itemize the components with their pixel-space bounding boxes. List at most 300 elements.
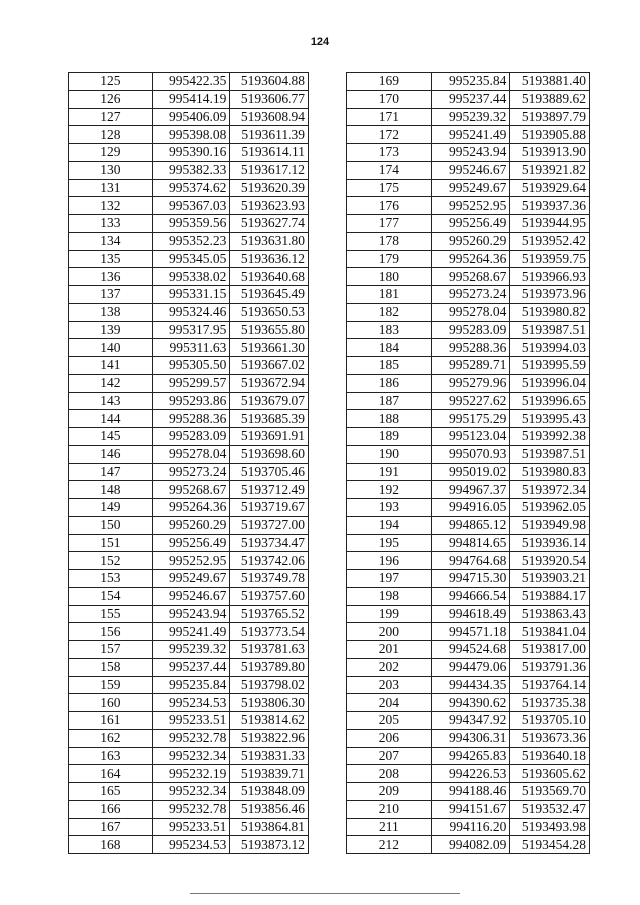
table-row	[347, 729, 590, 747]
x-coordinate-cell: 995278.04	[431, 303, 510, 321]
table-row	[347, 303, 590, 321]
x-coordinate-cell: 994715.30	[431, 570, 510, 588]
table-row	[69, 552, 309, 570]
table-row	[69, 818, 309, 836]
x-coordinate-cell: 995338.02	[152, 268, 230, 286]
y-coordinate-cell: 5193604.88	[230, 73, 309, 91]
coordinates-table-left	[68, 72, 309, 854]
y-coordinate-cell: 5193749.78	[230, 570, 309, 588]
table-row	[347, 747, 590, 765]
x-coordinate-cell: 995070.93	[431, 445, 510, 463]
x-coordinate-cell: 995390.16	[152, 144, 230, 162]
point-number-cell: 201	[347, 641, 432, 659]
point-number-cell: 211	[347, 818, 432, 836]
table-row	[69, 268, 309, 286]
table-row	[69, 570, 309, 588]
table-row	[347, 783, 590, 801]
x-coordinate-cell: 994916.05	[431, 499, 510, 517]
point-number-cell: 137	[69, 286, 153, 304]
x-coordinate-cell: 995359.56	[152, 215, 230, 233]
coordinates-table-right	[346, 72, 590, 854]
x-coordinate-cell: 995233.51	[152, 712, 230, 730]
point-number-cell: 141	[69, 357, 153, 375]
table-row	[69, 339, 309, 357]
point-number-cell: 196	[347, 552, 432, 570]
point-number-cell: 159	[69, 676, 153, 694]
x-coordinate-cell: 994116.20	[431, 818, 510, 836]
x-coordinate-cell: 995175.29	[431, 410, 510, 428]
table-row	[347, 428, 590, 446]
y-coordinate-cell: 5193839.71	[230, 765, 309, 783]
table-row	[69, 623, 309, 641]
point-number-cell: 139	[69, 321, 153, 339]
y-coordinate-cell: 5193655.80	[230, 321, 309, 339]
point-number-cell: 186	[347, 374, 432, 392]
table-row	[69, 161, 309, 179]
x-coordinate-cell: 994434.35	[431, 676, 510, 694]
y-coordinate-cell: 5193727.00	[230, 516, 309, 534]
y-coordinate-cell: 5193606.77	[230, 90, 309, 108]
y-coordinate-cell: 5193705.10	[510, 712, 590, 730]
point-number-cell: 193	[347, 499, 432, 517]
x-coordinate-cell: 995256.49	[431, 215, 510, 233]
table-row	[69, 144, 309, 162]
table-row	[347, 108, 590, 126]
point-number-cell: 173	[347, 144, 432, 162]
x-coordinate-cell: 995241.49	[152, 623, 230, 641]
y-coordinate-cell: 5193719.67	[230, 499, 309, 517]
x-coordinate-cell: 994618.49	[431, 605, 510, 623]
x-coordinate-cell: 995235.84	[431, 73, 510, 91]
y-coordinate-cell: 5193791.36	[510, 658, 590, 676]
table-row	[347, 268, 590, 286]
x-coordinate-cell: 995237.44	[431, 90, 510, 108]
x-coordinate-cell: 995406.09	[152, 108, 230, 126]
y-coordinate-cell: 5193817.00	[510, 641, 590, 659]
y-coordinate-cell: 5193617.12	[230, 161, 309, 179]
y-coordinate-cell: 5193903.21	[510, 570, 590, 588]
y-coordinate-cell: 5193789.80	[230, 658, 309, 676]
x-coordinate-cell: 995324.46	[152, 303, 230, 321]
y-coordinate-cell: 5193672.94	[230, 374, 309, 392]
x-coordinate-cell: 995249.67	[431, 179, 510, 197]
y-coordinate-cell: 5193996.65	[510, 392, 590, 410]
point-number-cell: 206	[347, 729, 432, 747]
x-coordinate-cell: 995239.32	[431, 108, 510, 126]
x-coordinate-cell: 995252.95	[431, 197, 510, 215]
y-coordinate-cell: 5193650.53	[230, 303, 309, 321]
table-row	[347, 605, 590, 623]
x-coordinate-cell: 995299.57	[152, 374, 230, 392]
y-coordinate-cell: 5193937.36	[510, 197, 590, 215]
point-number-cell: 158	[69, 658, 153, 676]
table-row	[69, 641, 309, 659]
point-number-cell: 166	[69, 800, 153, 818]
table-row	[69, 303, 309, 321]
y-coordinate-cell: 5193822.96	[230, 729, 309, 747]
x-coordinate-cell: 994347.92	[431, 712, 510, 730]
y-coordinate-cell: 5193734.47	[230, 534, 309, 552]
table-row	[69, 197, 309, 215]
point-number-cell: 195	[347, 534, 432, 552]
x-coordinate-cell: 995019.02	[431, 463, 510, 481]
x-coordinate-cell: 995243.94	[431, 144, 510, 162]
x-coordinate-cell: 994814.65	[431, 534, 510, 552]
point-number-cell: 128	[69, 126, 153, 144]
point-number-cell: 203	[347, 676, 432, 694]
point-number-cell: 140	[69, 339, 153, 357]
y-coordinate-cell: 5193614.11	[230, 144, 309, 162]
y-coordinate-cell: 5193735.38	[510, 694, 590, 712]
x-coordinate-cell: 995352.23	[152, 232, 230, 250]
x-coordinate-cell: 994666.54	[431, 587, 510, 605]
x-coordinate-cell: 995246.67	[152, 587, 230, 605]
point-number-cell: 126	[69, 90, 153, 108]
table-row	[347, 481, 590, 499]
point-number-cell: 163	[69, 747, 153, 765]
table-row	[347, 445, 590, 463]
table-row	[347, 712, 590, 730]
x-coordinate-cell: 995414.19	[152, 90, 230, 108]
table-row	[347, 126, 590, 144]
table-row	[347, 410, 590, 428]
point-number-cell: 164	[69, 765, 153, 783]
table-row	[347, 463, 590, 481]
y-coordinate-cell: 5193987.51	[510, 321, 590, 339]
y-coordinate-cell: 5193959.75	[510, 250, 590, 268]
y-coordinate-cell: 5193987.51	[510, 445, 590, 463]
point-number-cell: 167	[69, 818, 153, 836]
x-coordinate-cell: 995311.63	[152, 339, 230, 357]
point-number-cell: 209	[347, 783, 432, 801]
point-number-cell: 160	[69, 694, 153, 712]
x-coordinate-cell: 995249.67	[152, 570, 230, 588]
y-coordinate-cell: 5193645.49	[230, 286, 309, 304]
point-number-cell: 152	[69, 552, 153, 570]
x-coordinate-cell: 995260.29	[152, 516, 230, 534]
x-coordinate-cell: 995288.36	[431, 339, 510, 357]
point-number-cell: 190	[347, 445, 432, 463]
y-coordinate-cell: 5193980.83	[510, 463, 590, 481]
table-row	[69, 126, 309, 144]
y-coordinate-cell: 5193623.93	[230, 197, 309, 215]
point-number-cell: 182	[347, 303, 432, 321]
x-coordinate-cell: 995288.36	[152, 410, 230, 428]
point-number-cell: 132	[69, 197, 153, 215]
point-number-cell: 183	[347, 321, 432, 339]
table-row	[69, 463, 309, 481]
table-row	[347, 676, 590, 694]
table-row	[347, 694, 590, 712]
x-coordinate-cell: 995232.34	[152, 747, 230, 765]
x-coordinate-cell: 995123.04	[431, 428, 510, 446]
x-coordinate-cell: 995283.09	[431, 321, 510, 339]
x-coordinate-cell: 995232.19	[152, 765, 230, 783]
y-coordinate-cell: 5193636.12	[230, 250, 309, 268]
x-coordinate-cell: 995239.32	[152, 641, 230, 659]
y-coordinate-cell: 5193972.34	[510, 481, 590, 499]
y-coordinate-cell: 5193884.17	[510, 587, 590, 605]
table-row	[69, 73, 309, 91]
table-row	[69, 392, 309, 410]
x-coordinate-cell: 995317.95	[152, 321, 230, 339]
table-row	[69, 286, 309, 304]
page-number: 124	[310, 36, 330, 48]
table-row	[347, 570, 590, 588]
y-coordinate-cell: 5193873.12	[230, 836, 309, 854]
x-coordinate-cell: 995293.86	[152, 392, 230, 410]
point-number-cell: 133	[69, 215, 153, 233]
point-number-cell: 134	[69, 232, 153, 250]
table-row	[347, 818, 590, 836]
y-coordinate-cell: 5193929.64	[510, 179, 590, 197]
table-row	[69, 800, 309, 818]
table-row	[347, 552, 590, 570]
table-row	[347, 144, 590, 162]
x-coordinate-cell: 995398.08	[152, 126, 230, 144]
y-coordinate-cell: 5193921.82	[510, 161, 590, 179]
point-number-cell: 205	[347, 712, 432, 730]
x-coordinate-cell: 994479.06	[431, 658, 510, 676]
y-coordinate-cell: 5193569.70	[510, 783, 590, 801]
y-coordinate-cell: 5193620.39	[230, 179, 309, 197]
point-number-cell: 154	[69, 587, 153, 605]
point-number-cell: 184	[347, 339, 432, 357]
x-coordinate-cell: 995422.35	[152, 73, 230, 91]
point-number-cell: 192	[347, 481, 432, 499]
x-coordinate-cell: 995256.49	[152, 534, 230, 552]
point-number-cell: 202	[347, 658, 432, 676]
table-row	[347, 286, 590, 304]
point-number-cell: 135	[69, 250, 153, 268]
y-coordinate-cell: 5193841.04	[510, 623, 590, 641]
y-coordinate-cell: 5193814.62	[230, 712, 309, 730]
table-row	[69, 410, 309, 428]
table-row	[347, 161, 590, 179]
point-number-cell: 127	[69, 108, 153, 126]
x-coordinate-cell: 995367.03	[152, 197, 230, 215]
y-coordinate-cell: 5193856.46	[230, 800, 309, 818]
x-coordinate-cell: 994524.68	[431, 641, 510, 659]
x-coordinate-cell: 995234.53	[152, 836, 230, 854]
x-coordinate-cell: 995260.29	[431, 232, 510, 250]
point-number-cell: 200	[347, 623, 432, 641]
table-row	[347, 658, 590, 676]
y-coordinate-cell: 5193913.90	[510, 144, 590, 162]
point-number-cell: 169	[347, 73, 432, 91]
y-coordinate-cell: 5193936.14	[510, 534, 590, 552]
point-number-cell: 191	[347, 463, 432, 481]
point-number-cell: 130	[69, 161, 153, 179]
point-number-cell: 138	[69, 303, 153, 321]
y-coordinate-cell: 5193673.36	[510, 729, 590, 747]
table-row	[347, 641, 590, 659]
table-row	[69, 605, 309, 623]
table-row	[347, 179, 590, 197]
x-coordinate-cell: 995273.24	[431, 286, 510, 304]
table-row	[69, 232, 309, 250]
y-coordinate-cell: 5193980.82	[510, 303, 590, 321]
point-number-cell: 149	[69, 499, 153, 517]
point-number-cell: 136	[69, 268, 153, 286]
point-number-cell: 147	[69, 463, 153, 481]
y-coordinate-cell: 5193995.43	[510, 410, 590, 428]
x-coordinate-cell: 995232.78	[152, 800, 230, 818]
table-row	[69, 712, 309, 730]
y-coordinate-cell: 5193532.47	[510, 800, 590, 818]
y-coordinate-cell: 5193640.68	[230, 268, 309, 286]
point-number-cell: 188	[347, 410, 432, 428]
table-row	[69, 765, 309, 783]
y-coordinate-cell: 5193920.54	[510, 552, 590, 570]
point-number-cell: 208	[347, 765, 432, 783]
table-row	[347, 197, 590, 215]
x-coordinate-cell: 995241.49	[431, 126, 510, 144]
x-coordinate-cell: 994306.31	[431, 729, 510, 747]
point-number-cell: 145	[69, 428, 153, 446]
point-number-cell: 153	[69, 570, 153, 588]
x-coordinate-cell: 995305.50	[152, 357, 230, 375]
table-row	[69, 729, 309, 747]
x-coordinate-cell: 994571.18	[431, 623, 510, 641]
x-coordinate-cell: 995345.05	[152, 250, 230, 268]
x-coordinate-cell: 994226.53	[431, 765, 510, 783]
y-coordinate-cell: 5193627.74	[230, 215, 309, 233]
table-row	[69, 445, 309, 463]
point-number-cell: 175	[347, 179, 432, 197]
point-number-cell: 185	[347, 357, 432, 375]
point-number-cell: 194	[347, 516, 432, 534]
y-coordinate-cell: 5193493.98	[510, 818, 590, 836]
point-number-cell: 177	[347, 215, 432, 233]
table-row	[347, 836, 590, 854]
y-coordinate-cell: 5193765.52	[230, 605, 309, 623]
x-coordinate-cell: 995283.09	[152, 428, 230, 446]
y-coordinate-cell: 5193685.39	[230, 410, 309, 428]
x-coordinate-cell: 994151.67	[431, 800, 510, 818]
y-coordinate-cell: 5193679.07	[230, 392, 309, 410]
point-number-cell: 171	[347, 108, 432, 126]
point-number-cell: 199	[347, 605, 432, 623]
point-number-cell: 155	[69, 605, 153, 623]
x-coordinate-cell: 995234.53	[152, 694, 230, 712]
y-coordinate-cell: 5193864.81	[230, 818, 309, 836]
x-coordinate-cell: 995279.96	[431, 374, 510, 392]
table-row	[347, 499, 590, 517]
point-number-cell: 180	[347, 268, 432, 286]
table-row	[347, 357, 590, 375]
table-row	[347, 73, 590, 91]
table-row	[69, 108, 309, 126]
table-row	[69, 694, 309, 712]
table-row	[69, 658, 309, 676]
table-row	[69, 215, 309, 233]
y-coordinate-cell: 5193806.30	[230, 694, 309, 712]
point-number-cell: 172	[347, 126, 432, 144]
table-row	[347, 90, 590, 108]
point-number-cell: 176	[347, 197, 432, 215]
y-coordinate-cell: 5193992.38	[510, 428, 590, 446]
table-row	[69, 676, 309, 694]
y-coordinate-cell: 5193952.42	[510, 232, 590, 250]
point-number-cell: 181	[347, 286, 432, 304]
table-row	[69, 587, 309, 605]
y-coordinate-cell: 5193973.96	[510, 286, 590, 304]
point-number-cell: 146	[69, 445, 153, 463]
table-row	[69, 250, 309, 268]
point-number-cell: 210	[347, 800, 432, 818]
y-coordinate-cell: 5193611.39	[230, 126, 309, 144]
point-number-cell: 156	[69, 623, 153, 641]
table-row	[69, 374, 309, 392]
point-number-cell: 151	[69, 534, 153, 552]
table-row	[347, 765, 590, 783]
x-coordinate-cell: 994265.83	[431, 747, 510, 765]
table-row	[347, 623, 590, 641]
x-coordinate-cell: 995382.33	[152, 161, 230, 179]
y-coordinate-cell: 5193667.02	[230, 357, 309, 375]
table-row	[347, 215, 590, 233]
x-coordinate-cell: 995273.24	[152, 463, 230, 481]
point-number-cell: 178	[347, 232, 432, 250]
point-number-cell: 131	[69, 179, 153, 197]
y-coordinate-cell: 5193863.43	[510, 605, 590, 623]
point-number-cell: 150	[69, 516, 153, 534]
point-number-cell: 207	[347, 747, 432, 765]
point-number-cell: 198	[347, 587, 432, 605]
x-coordinate-cell: 995227.62	[431, 392, 510, 410]
y-coordinate-cell: 5193831.33	[230, 747, 309, 765]
x-coordinate-cell: 995268.67	[152, 481, 230, 499]
y-coordinate-cell: 5193605.62	[510, 765, 590, 783]
x-coordinate-cell: 995264.36	[431, 250, 510, 268]
table-row	[347, 339, 590, 357]
point-number-cell: 189	[347, 428, 432, 446]
y-coordinate-cell: 5193781.63	[230, 641, 309, 659]
table-row	[69, 428, 309, 446]
y-coordinate-cell: 5193764.14	[510, 676, 590, 694]
table-row	[347, 392, 590, 410]
point-number-cell: 179	[347, 250, 432, 268]
y-coordinate-cell: 5193962.05	[510, 499, 590, 517]
point-number-cell: 161	[69, 712, 153, 730]
table-row	[347, 800, 590, 818]
point-number-cell: 144	[69, 410, 153, 428]
y-coordinate-cell: 5193897.79	[510, 108, 590, 126]
point-number-cell: 212	[347, 836, 432, 854]
y-coordinate-cell: 5193691.91	[230, 428, 309, 446]
table-row	[69, 481, 309, 499]
x-coordinate-cell: 994082.09	[431, 836, 510, 854]
table-row	[69, 499, 309, 517]
x-coordinate-cell: 995232.34	[152, 783, 230, 801]
x-coordinate-cell: 995331.15	[152, 286, 230, 304]
table-row	[69, 321, 309, 339]
table-row	[347, 587, 590, 605]
point-number-cell: 129	[69, 144, 153, 162]
x-coordinate-cell: 995232.78	[152, 729, 230, 747]
y-coordinate-cell: 5193773.54	[230, 623, 309, 641]
table-row	[347, 250, 590, 268]
y-coordinate-cell: 5193994.03	[510, 339, 590, 357]
y-coordinate-cell: 5193881.40	[510, 73, 590, 91]
y-coordinate-cell: 5193848.09	[230, 783, 309, 801]
table-row	[347, 516, 590, 534]
x-coordinate-cell: 995237.44	[152, 658, 230, 676]
table-row	[347, 321, 590, 339]
y-coordinate-cell: 5193640.18	[510, 747, 590, 765]
x-coordinate-cell: 994967.37	[431, 481, 510, 499]
